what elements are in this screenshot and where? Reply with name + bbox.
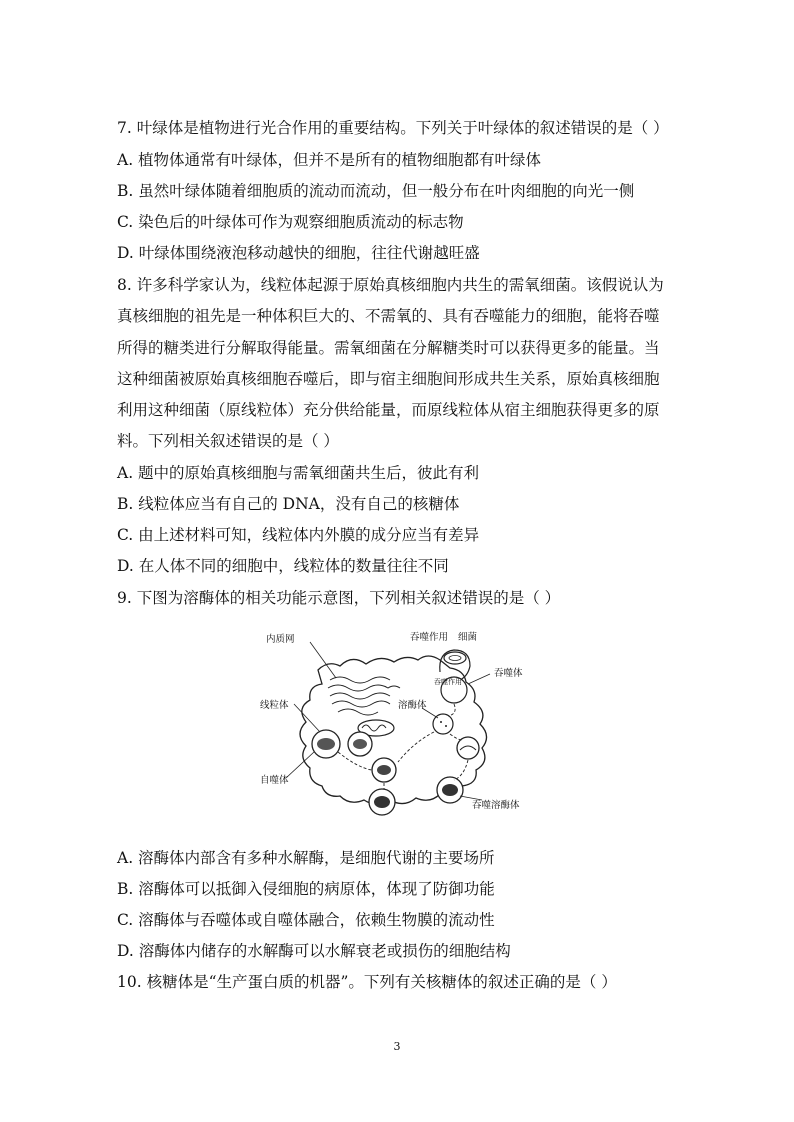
q8-option-a: A. 题中的原始真核细胞与需氧细菌共生后，彼此有利 xyxy=(117,464,480,482)
label-phagosome: 吞噬体 xyxy=(494,668,523,679)
page-number: 3 xyxy=(393,1040,401,1053)
q8-option-d: D. 在人体不同的细胞中，线粒体的数量往往不同 xyxy=(117,557,449,575)
lysosome-function-diagram xyxy=(258,628,538,818)
q7-option-a: A. 植物体通常有叶绿体，但并不是所有的植物细胞都有叶绿体 xyxy=(117,151,542,169)
q9-option-b: B. 溶酶体可以抵御入侵细胞的病原体，体现了防御功能 xyxy=(117,880,495,898)
label-bacteria: 细菌 xyxy=(458,632,478,643)
q8-option-c: C. 由上述材料可知，线粒体内外膜的成分应当有差异 xyxy=(117,526,480,544)
bacterium xyxy=(444,652,466,664)
label-lysosome: 溶酶体 xyxy=(398,700,427,711)
q9-option-a: A. 溶酶体内部含有多种水解酶，是细胞代谢的主要场所 xyxy=(117,849,495,867)
q8-stem-line-5: 利用这种细菌（原线粒体）充分供给能量，而原线粒体从宿主细胞获得更多的原 xyxy=(117,401,660,419)
label-autophagosome: 自噬体 xyxy=(260,775,289,786)
label-er: 内质网 xyxy=(266,634,295,645)
q8-option-b: B. 线粒体应当有自己的 DNA，没有自己的核糖体 xyxy=(117,495,460,513)
label-phagocytosis: 吞噬作用 xyxy=(410,632,449,643)
label-mitochondria: 线粒体 xyxy=(260,700,289,711)
label-phagolysosome: 吞噬溶酶体 xyxy=(472,800,520,811)
q8-stem-line-1: 8. 许多科学家认为，线粒体起源于原始真核细胞内共生的需氧细菌。该假说认为 xyxy=(117,276,664,294)
q10-stem: 10. 核糖体是“生产蛋白质的机器”。下列有关核糖体的叙述正确的是（ ） xyxy=(117,973,617,991)
q7-option-c: C. 染色后的叶绿体可作为观察细胞质流动的标志物 xyxy=(117,213,464,231)
q8-stem-line-2: 真核细胞的祖先是一种体积巨大的、不需氧的、具有吞噬能力的细胞，能将吞噬 xyxy=(117,307,660,325)
lysosome-vesicle xyxy=(457,737,479,759)
endoplasmic-reticulum xyxy=(328,677,400,715)
q7-option-b: B. 虽然叶绿体随着细胞质的流动而流动，但一般分布在叶肉细胞的向光一侧 xyxy=(117,182,635,200)
q7-option-d: D. 叶绿体围绕液泡移动越快的细胞，往往代谢越旺盛 xyxy=(117,244,480,262)
q9-option-c: C. 溶酶体与吞噬体或自噬体融合，依赖生物膜的流动性 xyxy=(117,911,495,929)
label-phagocytosis-small: 吞噬作用 xyxy=(434,678,462,686)
q9-stem: 9. 下图为溶酶体的相关功能示意图，下列相关叙述错误的是（ ） xyxy=(117,589,561,607)
q8-stem-line-3: 所得的糖类进行分解取得能量。需氧细菌在分解糖类时可以获得更多的能量。当 xyxy=(117,339,660,357)
q7-stem: 7. 叶绿体是植物进行光合作用的重要结构。下列关于叶绿体的叙述错误的是（ ） xyxy=(117,119,669,137)
q9-option-d: D. 溶酶体内储存的水解酶可以水解衰老或损伤的细胞结构 xyxy=(117,942,511,960)
q8-stem-line-6: 料。下列相关叙述错误的是（ ） xyxy=(117,432,339,450)
q8-stem-line-4: 这种细菌被原始真核细胞吞噬后，即与宿主细胞间形成共生关系，原始真核细胞 xyxy=(117,370,660,388)
